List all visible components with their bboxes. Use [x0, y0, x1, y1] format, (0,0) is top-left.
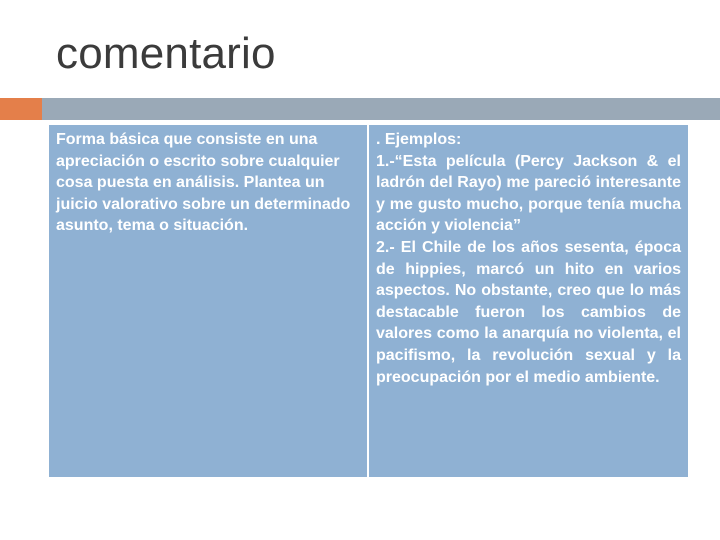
accent-bar-gray — [42, 98, 720, 120]
slide-title: comentario — [56, 29, 276, 78]
definition-text: Forma básica que consiste en una apreciación o escrito sobre cualquier cosa puesta en análisis. Plantea un juicio valorativo sobre un determinado asunto, tema o situación. — [56, 131, 351, 235]
example-1: 1.-“Esta película (Percy Jackson & el ladrón del Rayo) me pareció interesante y me gusto mucho, porque tenía mucha acción y violencia” — [376, 152, 681, 235]
examples-heading: . Ejemplos: — [376, 131, 462, 148]
definition-cell — [49, 125, 369, 477]
accent-bar-orange — [0, 98, 42, 120]
examples-cell — [369, 125, 688, 477]
content-table — [48, 125, 689, 477]
example-2: 2.- El Chile de los años sesenta, época de hippies, marcó un hito en varios aspectos. No obstante, creo que lo más destacable fueron los cambios de valores como la anarquía no violenta, el pacifismo, la revolución sexual y la preocupación por el medio ambiente. — [376, 238, 681, 386]
